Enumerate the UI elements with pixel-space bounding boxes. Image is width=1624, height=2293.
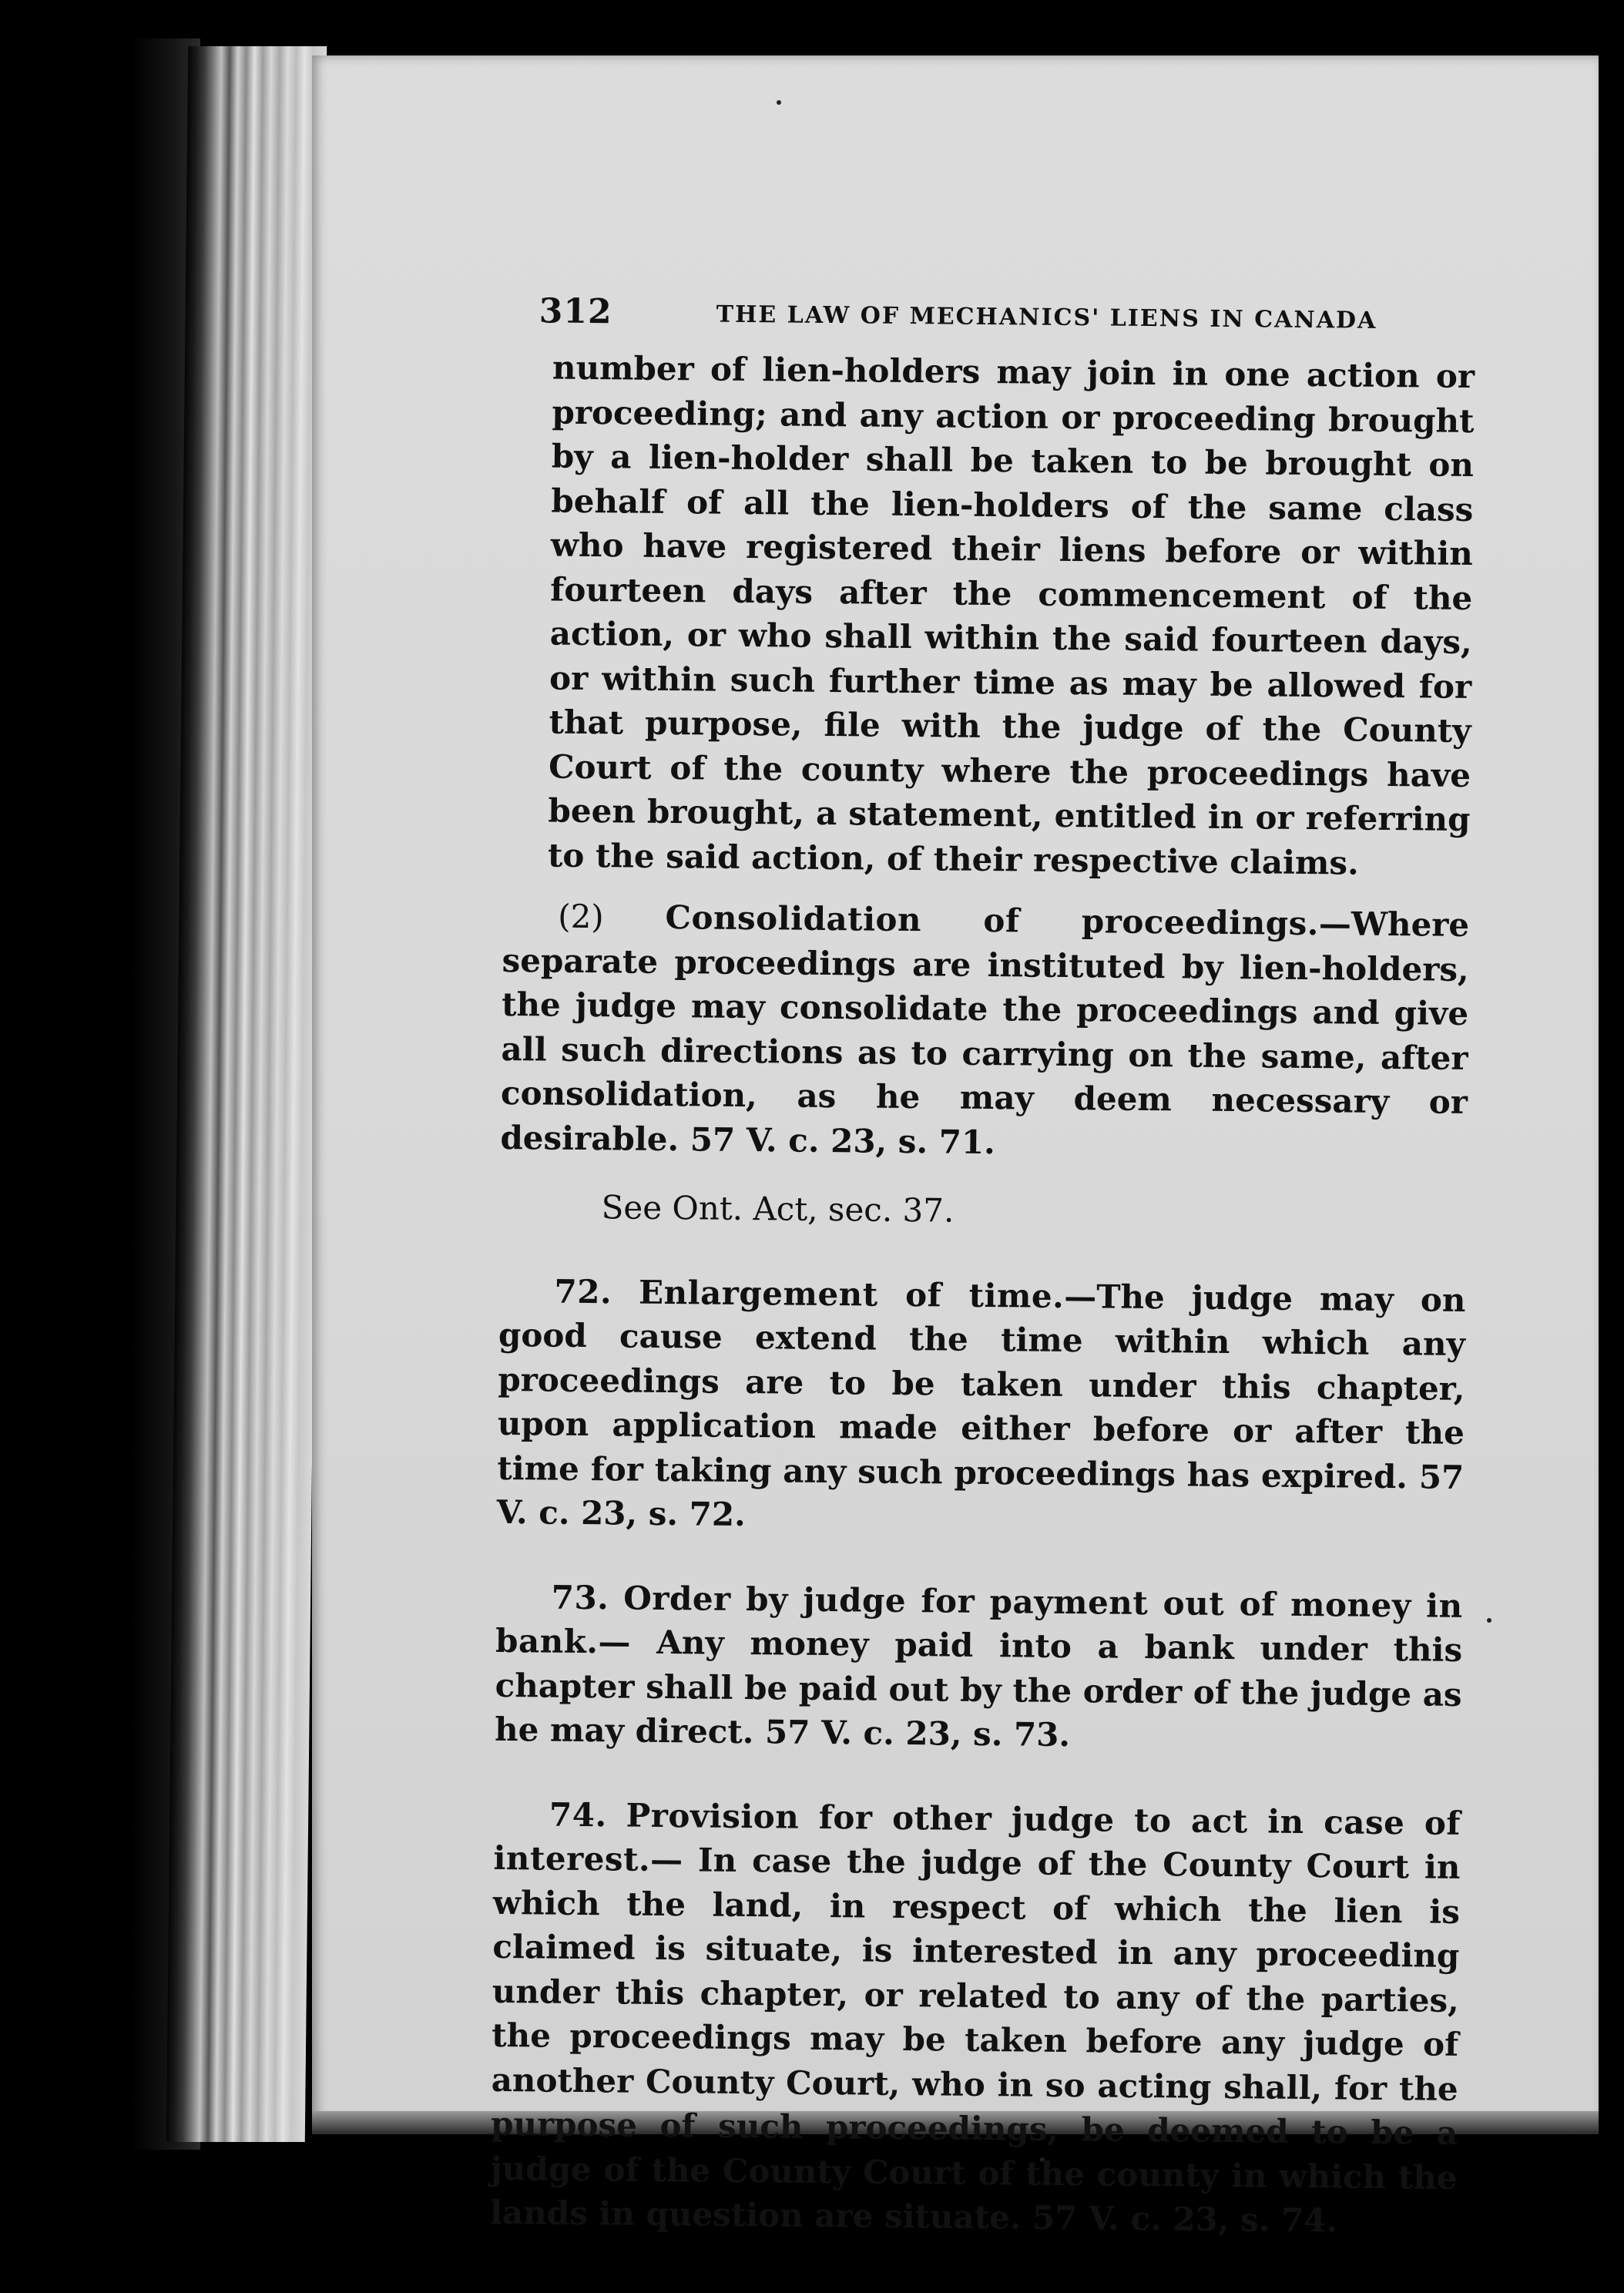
page-edge-stack: [166, 46, 327, 2142]
section-title: Enlargement of time.: [638, 1273, 1065, 1315]
scan-speck: [1487, 1618, 1491, 1623]
scan-speck: [777, 100, 781, 105]
section-73: [495, 1574, 1463, 1761]
cross-reference-note: See Ont. Act, sec. 37.: [601, 1188, 955, 1230]
section-text: — Any money paid into a bank under this chapter shall be paid out by the order of the judge as he may direct. 57 V. c. 23, s. 73.: [494, 1623, 1463, 1754]
subsection-number: (2): [557, 897, 604, 936]
section-title: Provision for other judge to act in case of interest.: [493, 1796, 1461, 1878]
section-number: 72.: [554, 1272, 612, 1311]
running-head: [508, 291, 1475, 354]
continuation-paragraph: number of lien-holders may join in one action or proceeding; and any action or proceeding brought by a lien-holder shall be taken to be brought on behalf of all the lien-holders of the same class who have registered their liens before or within fourteen days after the commencement of the action, or who shall within the said fourteen days, or within such further time as may be allowed for that purpose, file with the judge of the County Court of the county where the proceedings have been brought, a statement, entitled in or referring to the said action, of their respective claims.: [547, 348, 1475, 882]
section-74: [490, 1791, 1461, 2244]
section-text: — In case the judge of the County Court in which the land, in respect of which the lien is claimed is situate, is interested in any proceeding under this chapter, or related to any of the parties, the proceedings may be taken before any judge of another County Court, who in so acting shall, for the purpose of such proceedings, be deemed to be a judge of the County Court of the county in which the lands in question are situate. 57 V. c. 23, s. 74.: [489, 1840, 1461, 2240]
page-number: 312: [539, 291, 612, 332]
subsection-title: Consolidation of proceedings.: [665, 898, 1320, 943]
subsection-2: [500, 894, 1469, 1169]
page-text: [490, 291, 1475, 2244]
section-number: 74.: [549, 1795, 607, 1834]
section-72: [497, 1268, 1466, 1543]
running-title: THE LAW OF MECHANICS' LIENS IN CANADA: [716, 300, 1377, 334]
section-text: —The judge may on good cause extend the time within which any proceedings are to be taken under this chapter, upon application made either before or after the time for taking any such proceedings has expired. 57 V. c. 23, s. 72.: [496, 1277, 1466, 1534]
subsection-text: —Where separate proceedings are instituted by lien-holders, the judge may consolidate the proceedings and give all such directions as to carrying on the same, after consolidation, as he may deem necessary or desirable. 57 V. c. 23, s. 71.: [500, 905, 1470, 1161]
section-title: Order by judge for payment out of money in bank.: [495, 1579, 1463, 1661]
section-number: 73.: [551, 1578, 609, 1617]
